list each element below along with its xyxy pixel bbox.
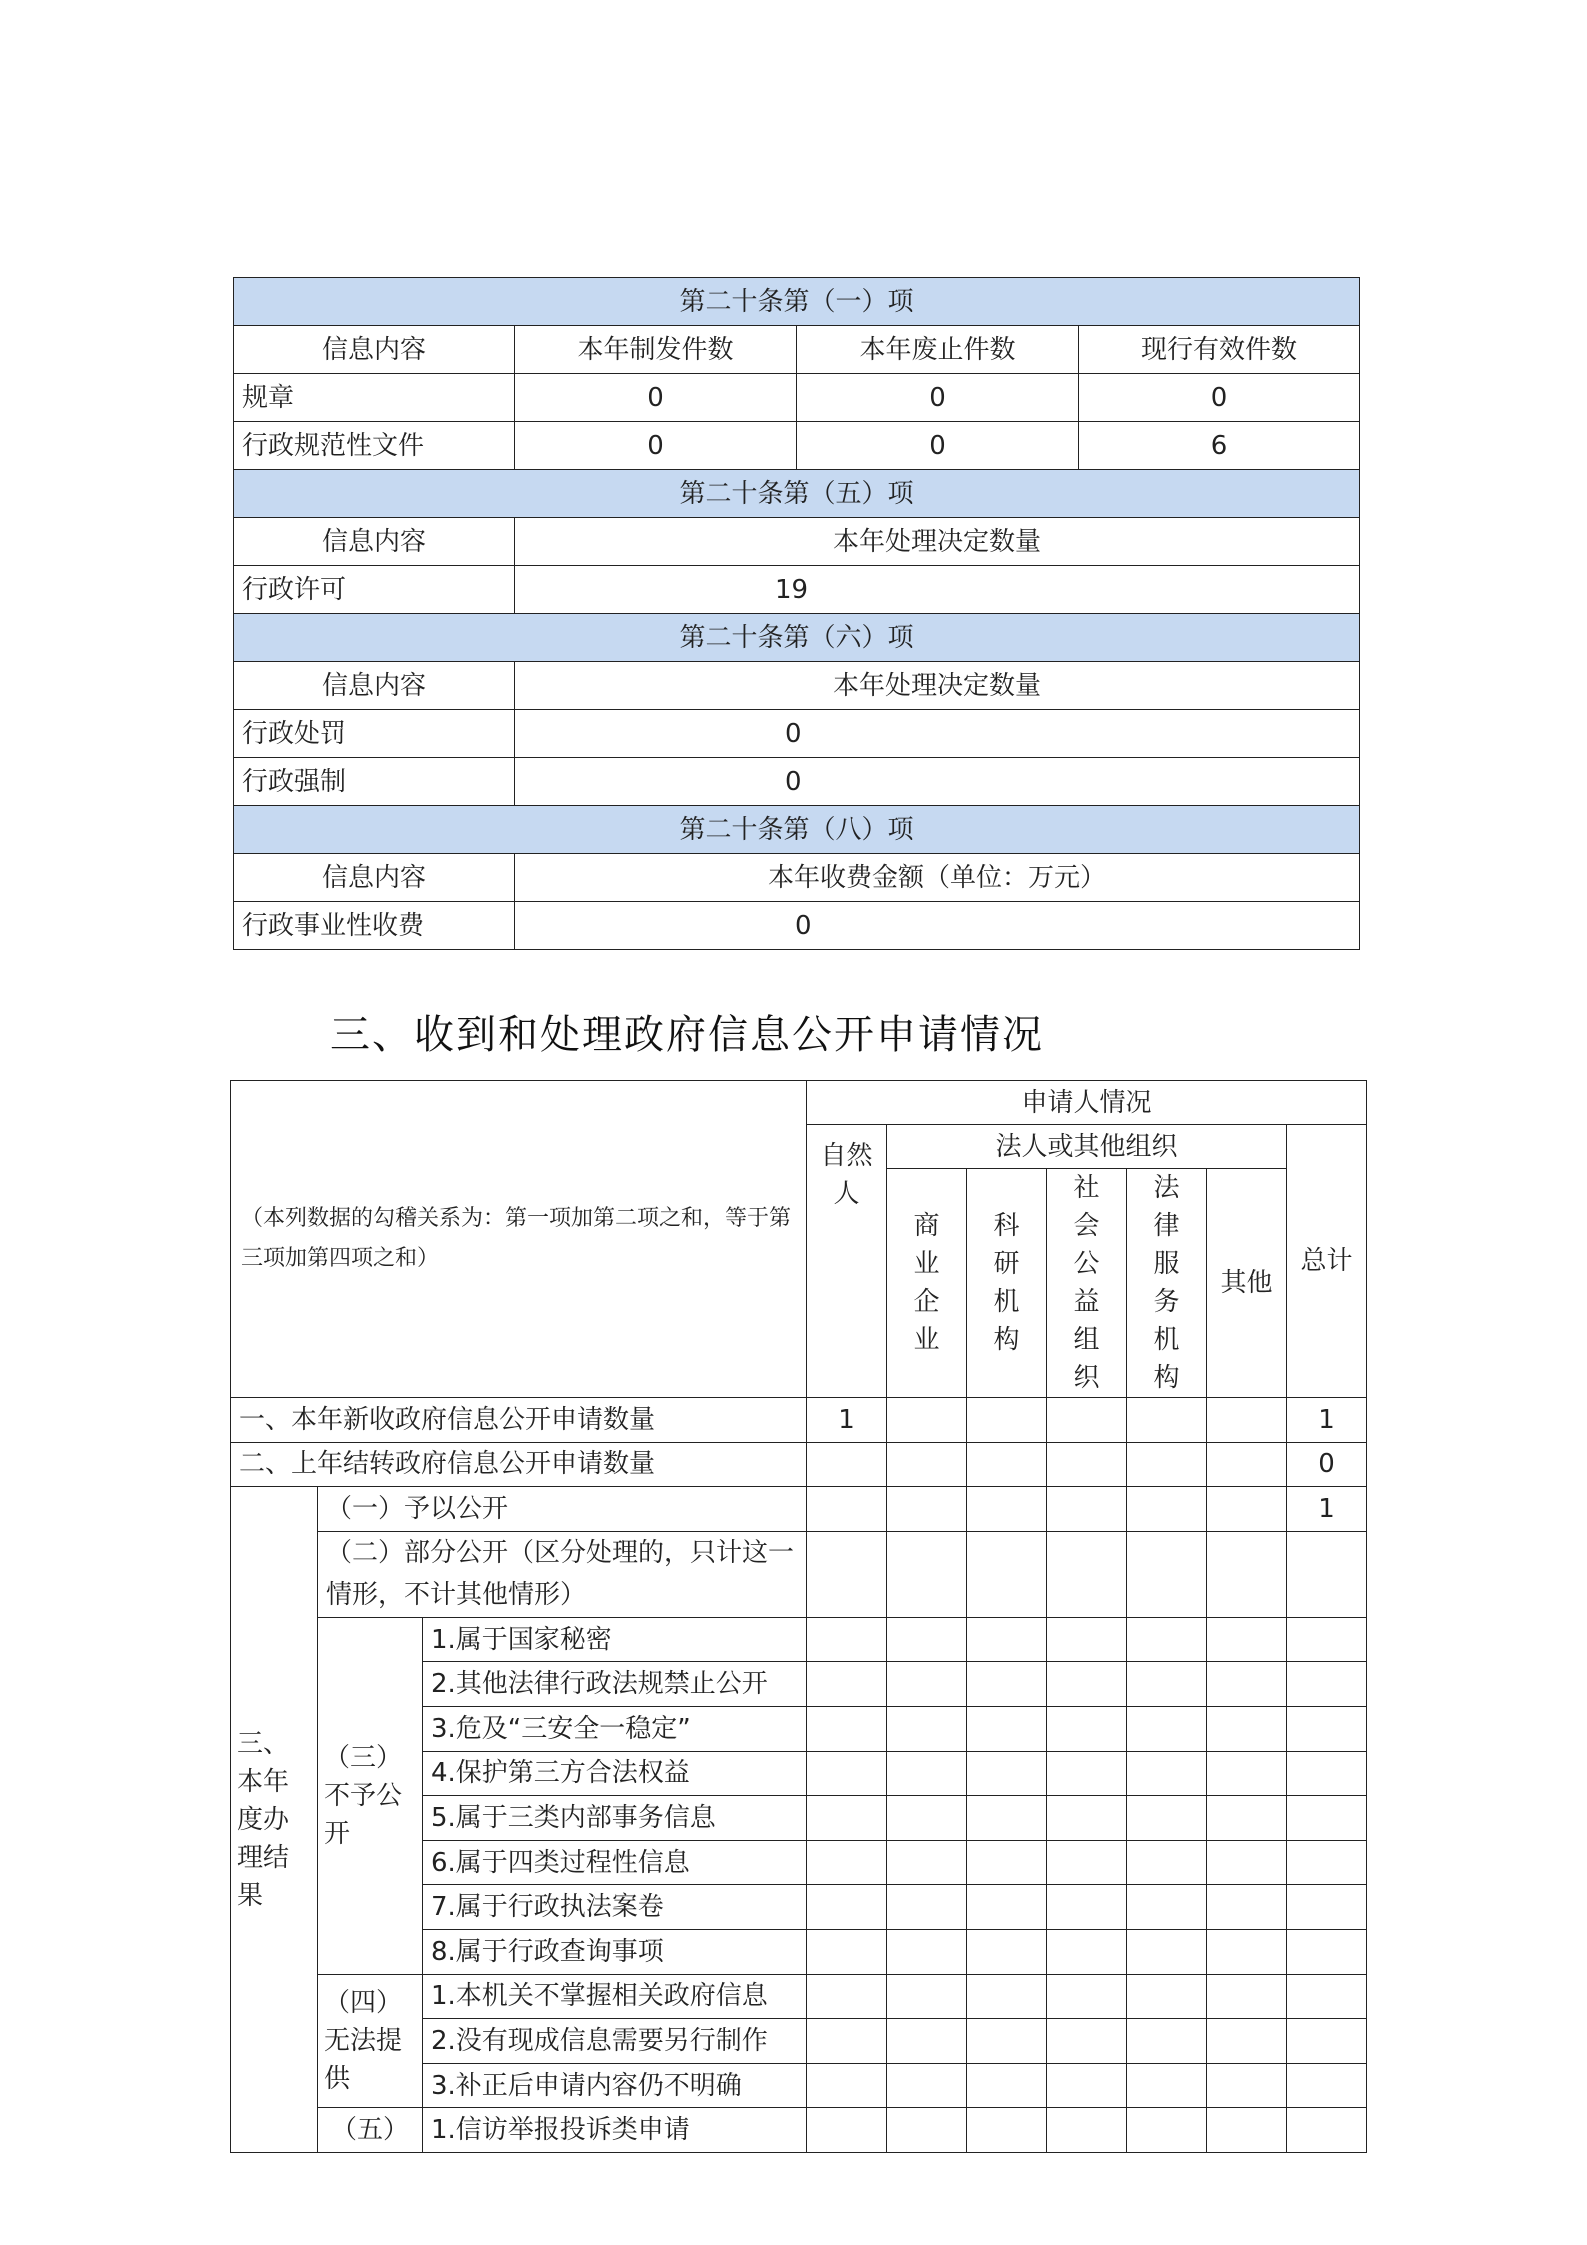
section-title: 第二十条第（一）项 [234, 278, 1360, 326]
section-title: 第二十条第（八）项 [234, 806, 1360, 854]
cell-value: 1 [807, 1398, 887, 1443]
section-title: 第二十条第（六）项 [234, 614, 1360, 662]
column-header: 信息内容 [234, 854, 515, 902]
applicant-header: 申请人情况 [807, 1081, 1367, 1125]
cell-value: 0 [515, 710, 1360, 758]
table-row [234, 758, 1360, 806]
table-row [231, 1531, 1367, 1617]
row-label: （一）予以公开 [318, 1487, 807, 1532]
cell-value: 6 [1079, 422, 1360, 470]
cell-value: 0 [515, 374, 797, 422]
subgroup-label: （三）不予公开 [318, 1617, 423, 1974]
column-header: 本年废止件数 [797, 326, 1079, 374]
row-label: 7.属于行政执法案卷 [423, 1885, 807, 1930]
row-label: 二、上年结转政府信息公开申请数量 [231, 1442, 807, 1487]
row-label: 8.属于行政查询事项 [423, 1929, 807, 1974]
row-label: 1.本机关不掌握相关政府信息 [423, 1974, 807, 2019]
cell-value: 0 [797, 422, 1079, 470]
column-header: 本年制发件数 [515, 326, 797, 374]
table-row [231, 1442, 1367, 1487]
row-label: 6.属于四类过程性信息 [423, 1840, 807, 1885]
cell-value: 0 [515, 422, 797, 470]
section-header-row [234, 614, 1360, 662]
column-header: 信息内容 [234, 326, 515, 374]
org-col-header: 法律服务机构 [1127, 1169, 1207, 1398]
table-row [234, 710, 1360, 758]
row-label: 5.属于三类内部事务信息 [423, 1796, 807, 1841]
table-row [231, 1617, 1367, 1662]
legal-org-header: 法人或其他组织 [887, 1125, 1287, 1169]
row-label: 3.危及“三安全一稳定” [423, 1706, 807, 1751]
table-row [231, 1487, 1367, 1532]
org-col-header: 商业企业 [887, 1169, 967, 1398]
row-label: 规章 [234, 374, 515, 422]
row-label: （二）部分公开（区分处理的，只计这一情形，不计其他情形） [318, 1531, 807, 1617]
org-col-header: 科研机构 [967, 1169, 1047, 1398]
header-row [231, 1081, 1367, 1125]
column-header-row [234, 854, 1360, 902]
table-row [231, 2108, 1367, 2153]
row-label: 4.保护第三方合法权益 [423, 1751, 807, 1796]
section-header-row [234, 806, 1360, 854]
column-header: 现行有效件数 [1079, 326, 1360, 374]
row-label: 1.属于国家秘密 [423, 1617, 807, 1662]
row-label: 2.没有现成信息需要另行制作 [423, 2019, 807, 2064]
column-header-row [234, 518, 1360, 566]
row-label: 1.信访举报投诉类申请 [423, 2108, 807, 2153]
application-table [230, 1080, 1367, 2153]
disclosure-table [233, 277, 1360, 950]
column-header: 信息内容 [234, 518, 515, 566]
table-row [234, 902, 1360, 950]
column-header-row [234, 326, 1360, 374]
cell-value: 1 [1287, 1487, 1367, 1532]
row-label: 行政强制 [234, 758, 515, 806]
section-header-row [234, 278, 1360, 326]
table-row [234, 422, 1360, 470]
cell-value: 0 [1079, 374, 1360, 422]
org-col-header: 其他 [1207, 1169, 1287, 1398]
table-row [234, 374, 1360, 422]
table-row [234, 566, 1360, 614]
table-row [231, 1398, 1367, 1443]
table-row [231, 1974, 1367, 2019]
row-label: 行政许可 [234, 566, 515, 614]
cell-value: 0 [797, 374, 1079, 422]
row-label: 一、本年新收政府信息公开申请数量 [231, 1398, 807, 1443]
org-col-header: 社会公益组织 [1047, 1169, 1127, 1398]
column-header: 本年处理决定数量 [515, 662, 1360, 710]
cell-value: 1 [1287, 1398, 1367, 1443]
note-cell: （本列数据的勾稽关系为：第一项加第二项之和，等于第三项加第四项之和） [231, 1081, 807, 1398]
cell-value: 0 [515, 902, 1360, 950]
column-header-row [234, 662, 1360, 710]
section-heading: 三、收到和处理政府信息公开申请情况 [330, 1012, 1044, 1058]
row-label: 行政事业性收费 [234, 902, 515, 950]
column-header: 本年收费金额（单位：万元） [515, 854, 1360, 902]
row-label: 行政处罚 [234, 710, 515, 758]
row-label: 3.补正后申请内容仍不明确 [423, 2063, 807, 2108]
cell-value: 0 [1287, 1442, 1367, 1487]
total-header: 总计 [1287, 1125, 1367, 1398]
section-title: 第二十条第（五）项 [234, 470, 1360, 518]
row-label: 行政规范性文件 [234, 422, 515, 470]
cell-value: 19 [515, 566, 1360, 614]
subgroup-label: （五） [318, 2108, 423, 2153]
column-header: 本年处理决定数量 [515, 518, 1360, 566]
subgroup-label: （四）无法提供 [318, 1974, 423, 2108]
group-label: 三、本年度办理结果 [231, 1487, 318, 2153]
row-label: 2.其他法律行政法规禁止公开 [423, 1662, 807, 1707]
cell-value: 0 [515, 758, 1360, 806]
section-header-row [234, 470, 1360, 518]
column-header: 信息内容 [234, 662, 515, 710]
natural-person-header: 自然人 [807, 1125, 887, 1398]
